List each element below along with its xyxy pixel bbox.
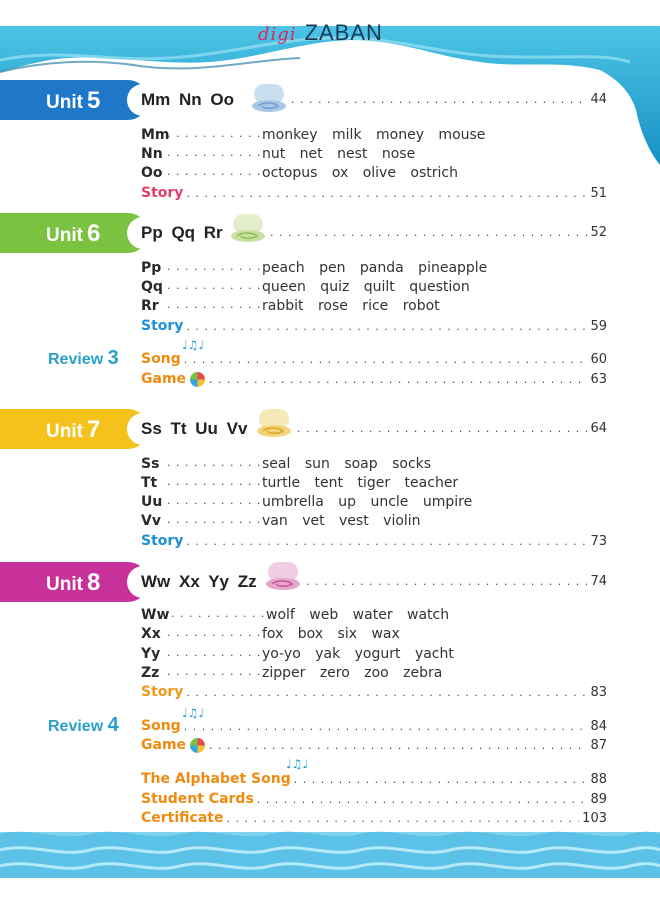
word-row: Xx . . . fox box six wax — [141, 626, 611, 645]
page-number: 52 — [590, 225, 607, 240]
unit-number: 5 — [86, 87, 101, 114]
word-row: Rr . . . rabbit rose rice robot — [141, 298, 611, 317]
story-link[interactable]: Story . . . 83 — [141, 684, 607, 703]
student-cards-link[interactable]: Student Cards . . . 89 — [141, 791, 607, 810]
song-link[interactable]: Song . . . 60 — [141, 351, 607, 370]
word-row: Qq . . . queen quiz quilt question — [141, 279, 611, 298]
unit-8-letters: Ww Xx Yy Zz — [141, 572, 257, 591]
music-notes-icon: ♩♫♩ — [182, 706, 205, 720]
paper-scroll-icon — [229, 210, 267, 244]
game-link[interactable]: Game . . . 87 — [141, 737, 607, 756]
page-number: 44 — [590, 92, 607, 107]
unit-6-banner — [0, 213, 148, 253]
story-link[interactable]: Story . . . 59 — [141, 318, 607, 337]
paper-scroll-icon — [255, 405, 293, 439]
unit-label: Unit — [46, 574, 83, 595]
unit-label: Unit — [46, 225, 83, 246]
unit-7-letters: Ss Tt Uu Vv — [141, 419, 248, 438]
music-notes-icon: ♩♫♩ — [182, 338, 205, 352]
unit-number: 8 — [86, 569, 101, 596]
unit-5-toc-line[interactable] — [288, 92, 607, 111]
story-link[interactable]: Story . . . 73 — [141, 533, 607, 552]
unit-number: 7 — [86, 416, 101, 443]
unit-8-banner — [0, 562, 148, 602]
paper-scroll-icon — [250, 80, 288, 114]
bottom-wave-decoration — [0, 826, 660, 878]
unit-number: 6 — [86, 220, 101, 247]
unit-6-letters: Pp Qq Rr — [141, 223, 223, 242]
unit-7-toc-line[interactable] — [294, 421, 607, 440]
word-row: Yy . . . yo-yo yak yogurt yacht — [141, 646, 611, 665]
unit-6-toc-line[interactable] — [267, 225, 607, 244]
story-link[interactable]: Story . . . 51 — [141, 185, 607, 204]
brand-logo — [258, 20, 383, 46]
word-row: Vv . . . van vet vest violin — [141, 513, 611, 532]
word-row: Nn . . . nut net nest nose — [141, 146, 611, 165]
word-row: Pp . . . peach pen panda pineapple — [141, 260, 611, 279]
page-number: 74 — [590, 574, 607, 589]
paper-scroll-icon — [264, 558, 302, 592]
word-row: Zz . . . zipper zero zoo zebra — [141, 665, 611, 684]
song-link[interactable]: Song . . . 84 — [141, 718, 607, 737]
game-link[interactable]: Game . . . 63 — [141, 371, 607, 390]
word-row: Mm . . . monkey milk money mouse — [141, 127, 611, 146]
unit-label: Unit — [46, 421, 83, 442]
unit-5-letters: Mm Nn Oo — [141, 90, 234, 109]
unit-label: Unit — [46, 92, 83, 113]
unit-5-banner — [0, 80, 148, 120]
unit-8-toc-line[interactable] — [303, 574, 607, 593]
unit-7-banner — [0, 409, 148, 449]
page-number: 64 — [590, 421, 607, 436]
word-row: Tt . . . turtle tent tiger teacher — [141, 475, 611, 494]
review-4-label: Review 4 — [48, 714, 119, 736]
word-row: Uu . . . umbrella up uncle umpire — [141, 494, 611, 513]
word-row: Ss . . . seal sun soap socks — [141, 456, 611, 475]
alphabet-song-link[interactable]: The Alphabet Song . . . 88 — [141, 771, 607, 790]
music-notes-icon: ♩♫♩ — [286, 757, 309, 771]
word-row: Oo . . . octopus ox olive ostrich — [141, 165, 611, 184]
brand-digi: digi — [258, 24, 297, 45]
word-row: Ww . . . wolf web water watch — [141, 607, 611, 626]
brand-name: ZABAN — [304, 20, 383, 45]
review-3-label: Review 3 — [48, 347, 119, 369]
certificate-link[interactable]: Certificate . . . 103 — [141, 810, 607, 829]
